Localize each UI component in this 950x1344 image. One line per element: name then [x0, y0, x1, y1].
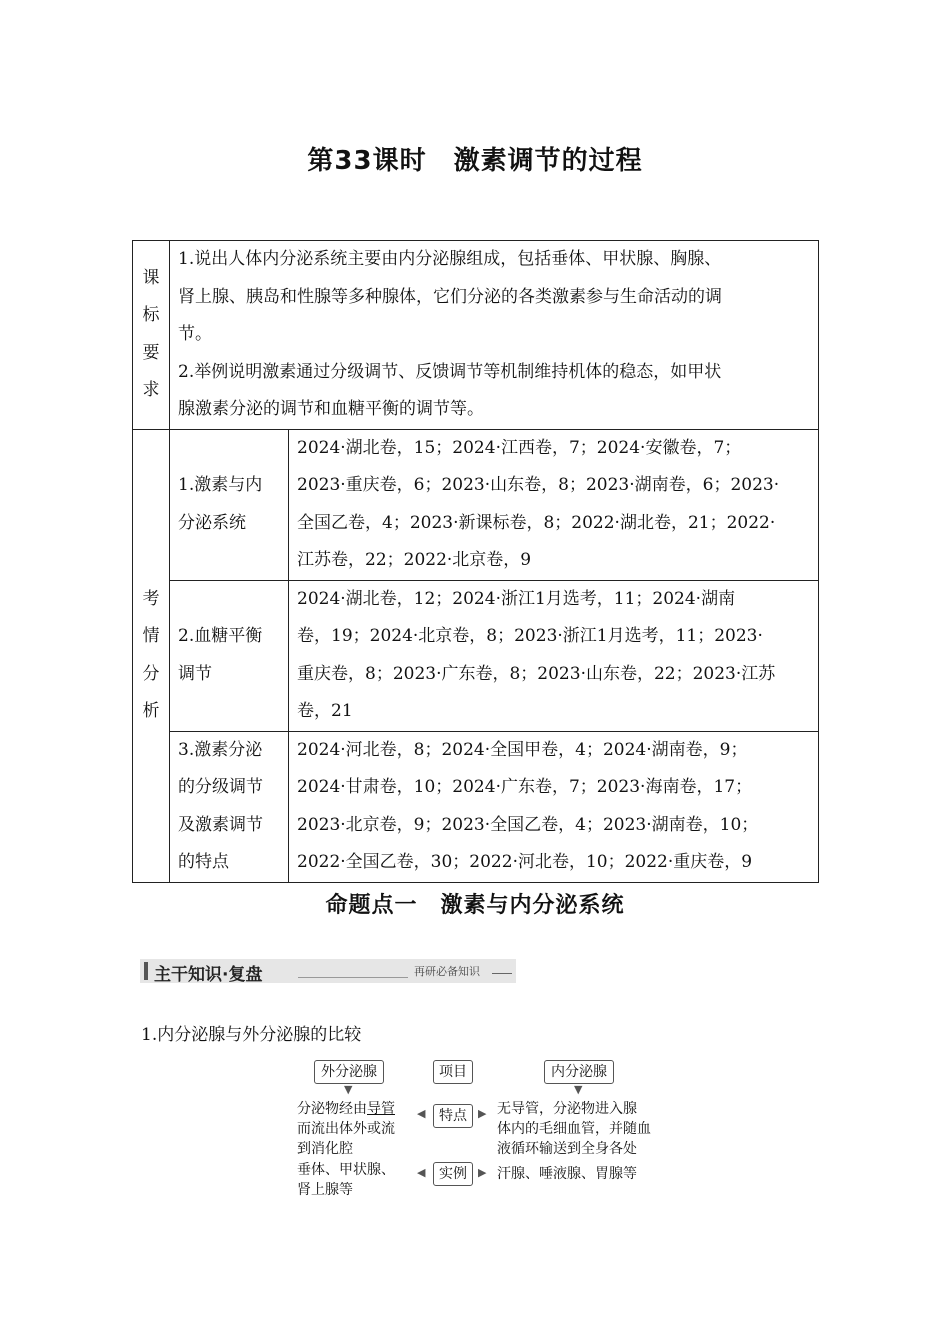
endocrine-header-box: 内分泌腺 — [544, 1060, 614, 1084]
section-title: 命题点一 激素与内分泌系统 — [325, 893, 625, 918]
req-label-cell — [133, 241, 170, 430]
exocrine-example-line: 垂体、甲状腺、 — [297, 1162, 395, 1178]
exam-refs-cell — [289, 429, 819, 580]
example-label-box: 实例 — [433, 1162, 473, 1186]
exocrine-feature-line: 而流出体外或流 — [297, 1121, 395, 1137]
page-title: 第33课时 激素调节的过程 — [307, 146, 643, 176]
req-line: 节。 — [178, 324, 212, 344]
topic-line: 分泌系统 — [178, 512, 246, 533]
down-arrow-icon: ▼ — [574, 1083, 583, 1096]
section-banner — [140, 959, 516, 983]
exocrine-feature-underlined: 导管 — [367, 1101, 395, 1117]
left-arrow-icon: ◀ — [417, 1107, 426, 1120]
exam-ref-line: 2024·河北卷，8；2024·全国甲卷，4；2024·湖南卷，9； — [297, 739, 748, 760]
topic-line: 2.血糖平衡 — [178, 626, 263, 646]
exam-ref-line: 2022·全国乙卷，30；2022·河北卷，10；2022·重庆卷，9 — [297, 852, 753, 872]
req-line: 肾上腺、胰岛和性腺等多种腺体，它们分泌的各类激素参与生命活动的调 — [178, 286, 722, 307]
req-label-char: 课 — [142, 267, 160, 288]
req-content-cell — [170, 241, 819, 430]
req-label-char: 求 — [142, 380, 160, 401]
banner-divider — [298, 977, 408, 978]
exam-ref-line: 2023·重庆卷，6；2023·山东卷，8；2023·湖南卷，6；2023· — [297, 475, 780, 495]
exam-ref-line: 全国乙卷，4；2023·新课标卷，8；2022·湖北卷，21；2022· — [297, 512, 776, 533]
topic-cell — [170, 580, 289, 731]
topic-line: 及激素调节 — [178, 814, 263, 835]
topic-cell — [170, 731, 289, 882]
endocrine-feature — [497, 1099, 651, 1159]
feature-label-box: 特点 — [433, 1104, 473, 1128]
req-line: 腺激素分泌的调节和血糖平衡的调节等。 — [178, 399, 484, 419]
exam-label-char: 分 — [142, 663, 160, 684]
exam-label-char: 考 — [142, 588, 160, 609]
exam-label-char: 情 — [142, 626, 160, 646]
exam-ref-line: 2024·甘肃卷，10；2024·广东卷，7；2023·海南卷，17； — [297, 777, 753, 797]
req-line: 1.说出人体内分泌系统主要由内分泌腺组成，包括垂体、甲状腺、胸腺、 — [178, 249, 722, 269]
endocrine-feature-line: 无导管，分泌物进入腺 — [497, 1101, 637, 1117]
exam-ref-line: 卷，21 — [297, 701, 353, 721]
req-line: 2.举例说明激素通过分级调节、反馈调节等机制维持机体的稳态，如甲状 — [178, 361, 722, 382]
exocrine-feature-text: 分泌物经由 — [297, 1101, 367, 1117]
exam-ref-line: 重庆卷，8；2023·广东卷，8；2023·山东卷，22；2023·江苏 — [297, 663, 776, 684]
down-arrow-icon: ▼ — [344, 1083, 353, 1096]
exam-refs-cell — [289, 731, 819, 882]
banner-subtitle: 再研必备知识 — [414, 965, 480, 978]
endocrine-feature-line: 液循环输送到全身各处 — [497, 1141, 637, 1157]
heading-comparison: 1.内分泌腺与外分泌腺的比较 — [141, 1025, 362, 1045]
topic-line: 3.激素分泌 — [178, 739, 263, 760]
endocrine-example: 汗腺、唾液腺、胃腺等 — [497, 1166, 637, 1182]
banner-bar — [144, 962, 148, 980]
topic-line: 调节 — [178, 663, 212, 684]
item-header-box: 项目 — [433, 1060, 473, 1084]
endocrine-feature-line: 体内的毛细血管，并随血 — [497, 1121, 651, 1137]
exam-label-char: 析 — [142, 701, 160, 721]
exam-ref-line: 江苏卷，22；2022·北京卷，9 — [297, 550, 532, 570]
exocrine-header-box: 外分泌腺 — [314, 1060, 384, 1084]
exam-ref-line: 2023·北京卷，9；2023·全国乙卷，4；2023·湖南卷，10； — [297, 814, 759, 835]
exocrine-feature — [297, 1099, 395, 1159]
right-arrow-icon: ▶ — [478, 1107, 487, 1120]
banner-label: 主干知识·复盘 — [154, 965, 263, 985]
right-arrow-icon: ▶ — [478, 1166, 487, 1179]
exocrine-example — [297, 1160, 395, 1200]
exam-refs-cell — [289, 580, 819, 731]
exocrine-example-line: 肾上腺等 — [297, 1182, 353, 1198]
exocrine-feature-line: 到消化腔 — [297, 1141, 353, 1157]
curriculum-table — [132, 240, 819, 883]
banner-divider — [492, 973, 512, 974]
topic-line: 1.激素与内 — [178, 475, 263, 495]
topic-line: 的特点 — [178, 852, 229, 872]
exam-ref-line: 2024·湖北卷，12；2024·浙江1月选考，11；2024·湖南 — [297, 588, 736, 609]
exam-ref-line: 2024·湖北卷，15；2024·江西卷，7；2024·安徽卷，7； — [297, 437, 742, 458]
req-label-char: 要 — [142, 342, 160, 363]
exam-label-cell — [133, 429, 170, 882]
topic-cell — [170, 429, 289, 580]
exam-ref-line: 卷，19；2024·北京卷，8；2023·浙江1月选考，11；2023· — [297, 626, 763, 646]
left-arrow-icon: ◀ — [417, 1166, 426, 1179]
req-label-char: 标 — [142, 305, 160, 326]
topic-line: 的分级调节 — [178, 777, 263, 797]
